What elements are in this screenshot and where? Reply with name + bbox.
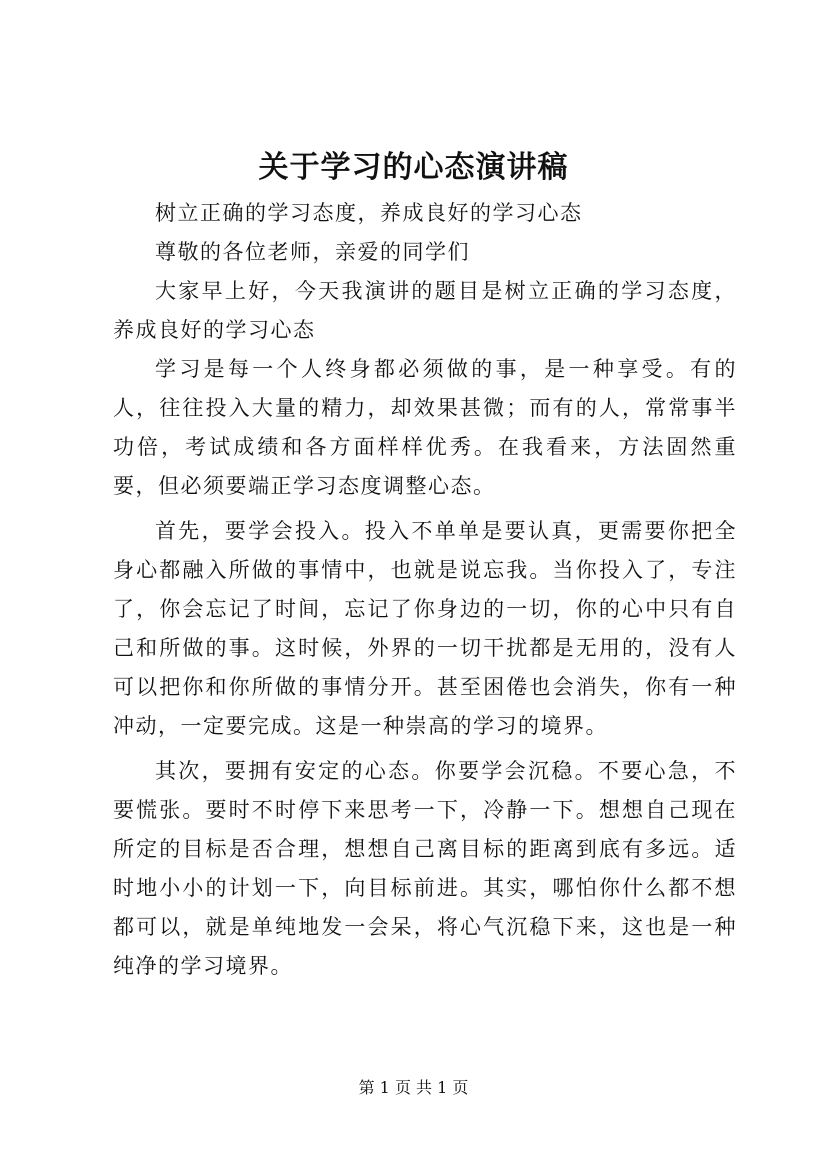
intro-paragraph: 大家早上好，今天我演讲的题目是树立正确的学习态度，养成良好的学习心态 bbox=[113, 279, 737, 342]
body-paragraph-3: 其次，要拥有安定的心态。你要学会沉稳。不要心急，不要慌张。要时不时停下来思考一下，冷静一下。想想自己现在所定的目标是否合理，想想自己离目标的距离到底有多远。适时地小小的计划一下，向目标前进。其实，哪怕你什么都不想都可以，就是单纯地发一会呆，将心气沉稳下来，这也是一种纯净的学习境界。 bbox=[113, 759, 737, 978]
document-title: 关于学习的心态演讲稿 bbox=[258, 150, 569, 185]
document-body bbox=[113, 194, 737, 986]
body-paragraph-2: 首先，要学会投入。投入不单单是要认真，更需要你把全身心都融入所做的事情中，也就是说忘我。当你投入了，专注了，你会忘记了时间，忘记了你身边的一切，你的心中只有自己和所做的事。这时候，外界的一切干扰都是无用的，没有人可以把你和你所做的事情分开。甚至困倦也会消失，你有一种冲动，一定要完成。这是一种崇高的学习的境界。 bbox=[113, 519, 737, 738]
page-footer: 第 1 页 共 1 页 bbox=[358, 1078, 469, 1097]
subtitle-paragraph: 树立正确的学习态度，养成良好的学习心态 bbox=[155, 201, 583, 225]
body-paragraph-1: 学习是每一个人终身都必须做的事，是一种享受。有的人，往往投入大量的精力，却效果甚微；而有的人，常常事半功倍，考试成绩和各方面样样优秀。在我看来，方法固然重要，但必须要端正学习态度调整心态。 bbox=[113, 357, 737, 498]
greeting-paragraph: 尊敬的各位老师，亲爱的同学们 bbox=[155, 240, 470, 264]
